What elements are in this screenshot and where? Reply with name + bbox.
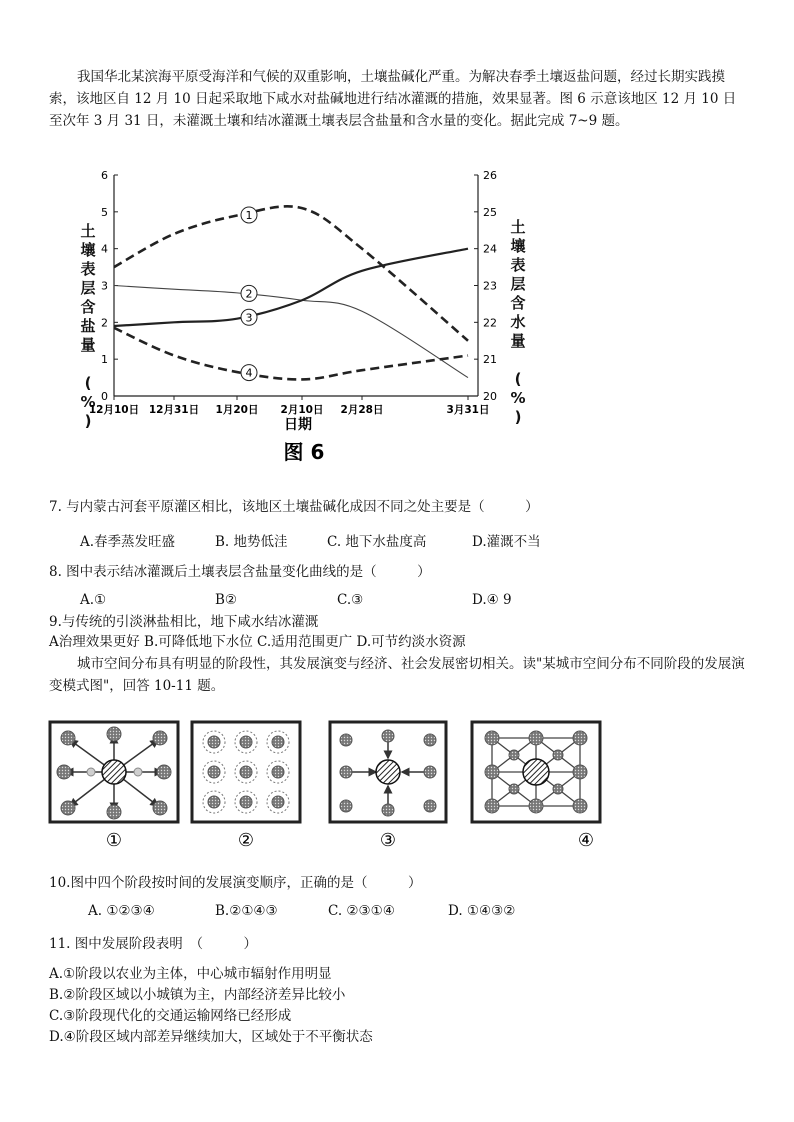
stage-1-label: ① bbox=[105, 830, 123, 851]
series-label-4: 4 bbox=[245, 366, 253, 380]
stage-2-diagram bbox=[192, 722, 300, 851]
q10-option-d[interactable]: D. ①④③② bbox=[448, 903, 516, 919]
city-development-diagrams bbox=[46, 718, 606, 853]
stage-4-label: ④ bbox=[577, 830, 595, 851]
chart-axes bbox=[114, 175, 478, 396]
q8-option-c[interactable]: C.③ bbox=[337, 592, 364, 608]
q11-option-b[interactable]: B.②阶段区域以小城镇为主，内部经济差异比较小 bbox=[49, 987, 346, 1003]
q7-option-b[interactable]: B. 地势低洼 bbox=[215, 534, 288, 550]
left-tick-label: 0 bbox=[101, 390, 108, 403]
left-tick-label: 5 bbox=[101, 205, 108, 219]
intro-paragraph: 我国华北某滨海平原受海洋和气候的双重影响，土壤盐碱化严重。为解决春季土壤返盐问题，经过长期实践摸索，该地区自 12 月 10 日起采取地下咸水对盐碱地进行结冰灌溉的措施，效果显著。图 6 示意该地区 12 月 10 日至次年 3 月 31 日，未灌溉土壤和结冰灌溉土壤表层含盐量和含水量的变化。据此完成 7~9 题。 bbox=[49, 69, 737, 129]
q8-option-b[interactable]: B② bbox=[215, 592, 238, 608]
series-label-2: 2 bbox=[245, 287, 253, 301]
right-axis-title-text: 土 壤 表 层 含 水 量 ( % ) bbox=[510, 218, 526, 426]
x-tick-label: 12月10日 bbox=[88, 404, 140, 416]
left-tick-label: 4 bbox=[101, 242, 108, 256]
series-label-3: 3 bbox=[245, 311, 253, 325]
x-tick-label: 12月31日 bbox=[148, 404, 200, 416]
q10-option-c[interactable]: C. ②③①④ bbox=[328, 903, 395, 919]
question-8-options bbox=[80, 592, 720, 612]
q7-option-d[interactable]: D.灌溉不当 bbox=[472, 534, 541, 550]
stage-1-diagram bbox=[50, 722, 178, 851]
left-axis-title-text: 土 壤 表 层 含 盐 量 ( % ) bbox=[80, 222, 96, 430]
stage-3-label: ③ bbox=[379, 830, 397, 851]
chart-series bbox=[114, 206, 468, 379]
series-line-1 bbox=[114, 206, 468, 340]
right-tick-label: 24 bbox=[483, 242, 497, 256]
salt-water-chart bbox=[72, 163, 532, 463]
question-7-options bbox=[80, 530, 720, 550]
q8-option-a[interactable]: A.① bbox=[80, 592, 107, 608]
series-label-1: 1 bbox=[245, 208, 253, 222]
series-line-4 bbox=[114, 328, 468, 380]
right-tick-label: 25 bbox=[483, 205, 497, 219]
x-tick-label: 3月31日 bbox=[446, 404, 490, 416]
right-tick-label: 21 bbox=[483, 353, 497, 367]
right-tick-label: 26 bbox=[483, 169, 497, 182]
x-tick-label: 1月20日 bbox=[215, 404, 259, 416]
left-tick-label: 1 bbox=[101, 353, 108, 367]
x-tick-label: 2月28日 bbox=[340, 404, 384, 416]
left-tick-label: 6 bbox=[101, 169, 108, 182]
question-7-stem: 7. 与内蒙古河套平原灌区相比，该地区土壤盐碱化成因不同之处主要是（ ） bbox=[49, 499, 539, 515]
q7-option-c[interactable]: C. 地下水盐度高 bbox=[327, 534, 427, 550]
x-axis-title: 日期 bbox=[284, 417, 312, 433]
q8-option-d[interactable]: D.④ 9 bbox=[472, 592, 512, 608]
left-tick-label: 2 bbox=[101, 316, 108, 330]
right-tick-label: 20 bbox=[483, 390, 497, 403]
q10-option-a[interactable]: A. ①②③④ bbox=[88, 903, 155, 919]
stage-3-diagram bbox=[330, 722, 446, 851]
q7-option-a[interactable]: A.春季蒸发旺盛 bbox=[80, 534, 176, 550]
stage-2-label: ② bbox=[237, 830, 255, 851]
question-9-options[interactable]: A治理效果更好 B.可降低地下水位 C.适用范围更广 D.可节约淡水资源 bbox=[49, 634, 466, 650]
q11-option-d[interactable]: D.④阶段区域内部差异继续加大，区域处于不平衡状态 bbox=[49, 1029, 373, 1045]
question-10-options bbox=[88, 903, 728, 923]
figure-caption: 图 6 bbox=[283, 440, 325, 463]
series-line-3 bbox=[114, 249, 468, 326]
right-tick-label: 23 bbox=[483, 279, 497, 293]
intro-paragraph-2: 城市空间分布具有明显的阶段性，其发展演变与经济、社会发展密切相关。读"某城市空间分布不同阶段的发展演变模式图"，回答 10-11 题。 bbox=[49, 656, 745, 694]
left-tick-label: 3 bbox=[101, 279, 108, 293]
x-tick-label: 2月10日 bbox=[280, 404, 324, 416]
question-11-stem: 11. 图中发展阶段表明 （ ） bbox=[49, 936, 258, 952]
stage-4-diagram bbox=[472, 722, 600, 851]
question-8-stem: 8. 图中表示结冰灌溉后土壤表层含盐量变化曲线的是（ ） bbox=[49, 564, 431, 580]
q11-option-c[interactable]: C.③阶段现代化的交通运输网络已经形成 bbox=[49, 1008, 292, 1024]
q11-option-a[interactable]: A.①阶段以农业为主体，中心城市辐射作用明显 bbox=[49, 966, 332, 982]
question-10-stem: 10.图中四个阶段按时间的发展演变顺序，正确的是（ ） bbox=[49, 875, 422, 891]
right-tick-label: 22 bbox=[483, 316, 497, 330]
question-9-stem: 9.与传统的引淡淋盐相比，地下咸水结冰灌溉 bbox=[49, 614, 319, 630]
chart-series-labels bbox=[241, 207, 257, 381]
q10-option-b[interactable]: B.②①④③ bbox=[215, 903, 278, 919]
